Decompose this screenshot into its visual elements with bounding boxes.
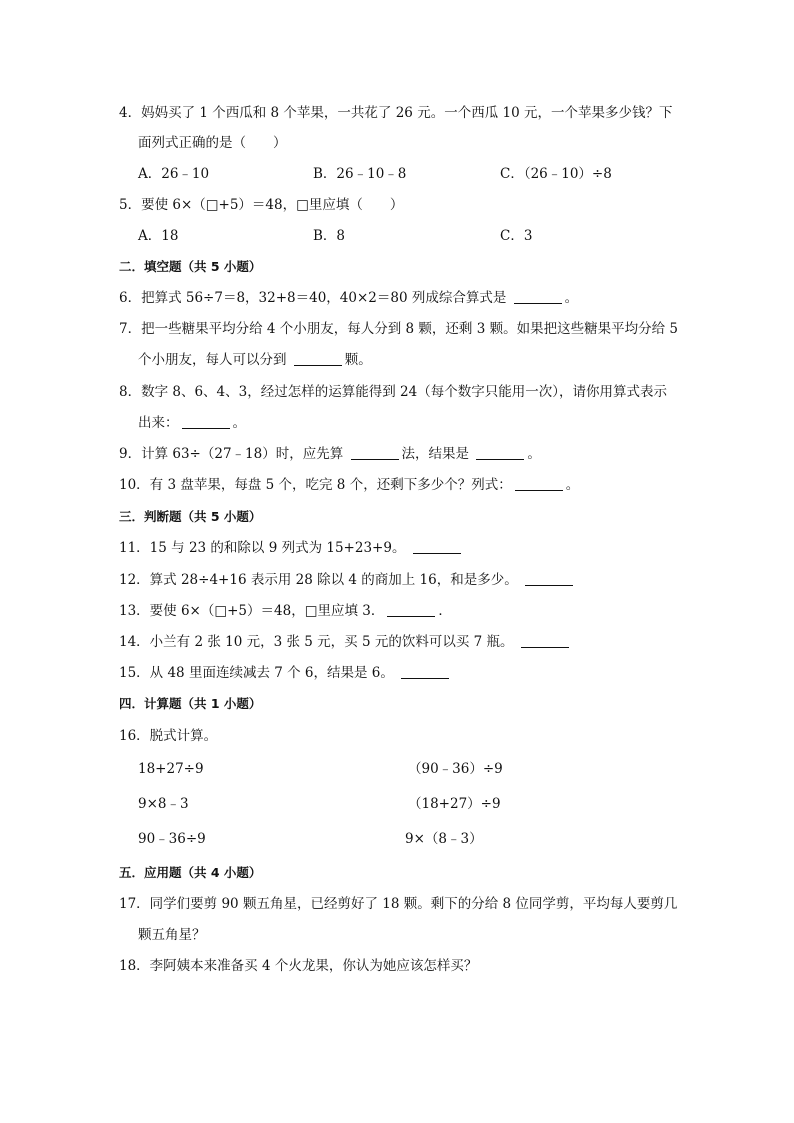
section-heading-calculation: 四．计算题（共 1 小题） xyxy=(119,696,262,711)
q12-text: 12．算式 28÷4+16 表示用 28 除以 4 的商加上 16，和是多少。 xyxy=(119,572,518,588)
q11-answer-blank[interactable] xyxy=(413,539,461,554)
q7-line2 xyxy=(138,351,372,369)
q15-line xyxy=(119,664,452,682)
q16-expr-4: （18+27）÷9 xyxy=(408,796,501,812)
q16-expr-2: （90﹣36）÷9 xyxy=(408,761,503,777)
q12-line xyxy=(119,571,576,589)
q5-line1: 5．要使 6×（□+5）＝48，□里应填（ ） xyxy=(119,197,404,213)
q6-line xyxy=(119,289,578,307)
q13-answer-blank[interactable] xyxy=(387,602,435,617)
q11-text: 11．15 与 23 的和除以 9 列式为 15+23+9。 xyxy=(119,540,406,556)
q8-line1: 8．数字 8、6、4、3，经过怎样的运算能得到 24（每个数字只能用一次），请你用算式表示 xyxy=(119,384,667,400)
q8-line2 xyxy=(138,414,246,432)
q16-expr-5: 90﹣36÷9 xyxy=(138,831,206,847)
q4-line2: 面列式正确的是（ ） xyxy=(138,135,287,151)
q17-line1: 17．同学们要剪 90 颗五角星，已经剪好了 18 颗。剩下的分给 8 位同学剪，平均每人要剪几 xyxy=(119,896,678,912)
q15-text: 15．从 48 里面连续减去 7 个 6，结果是 6。 xyxy=(119,665,394,681)
q7-answer-blank[interactable] xyxy=(294,351,342,366)
q4-line1: 4．妈妈买了 1 个西瓜和 8 个苹果，一共花了 26 元。一个西瓜 10 元，一个苹果多少钱？下 xyxy=(119,105,673,121)
q9-line xyxy=(119,445,541,463)
q13-line xyxy=(119,602,452,620)
q10-end: 。 xyxy=(565,477,580,493)
q9-text-a: 9．计算 63÷（27﹣18）时，应先算 xyxy=(119,446,344,462)
q8-end: 。 xyxy=(232,415,246,431)
q6-answer-blank[interactable] xyxy=(514,289,562,304)
q14-answer-blank[interactable] xyxy=(521,633,569,648)
q9-text-b: 法，结果是 xyxy=(401,446,470,462)
q15-answer-blank[interactable] xyxy=(401,664,449,679)
q9-text-c: 。 xyxy=(527,446,541,462)
q16-expr-3: 9×8﹣3 xyxy=(138,796,189,812)
q10-answer-blank[interactable] xyxy=(515,476,563,491)
q6-text: 6．把算式 56÷7＝8，32+8＝40，40×2＝80 列成综合算式是 xyxy=(119,290,507,306)
q5-option-c: C．3 xyxy=(500,228,533,244)
q10-line xyxy=(119,476,579,494)
q17-line2: 颗五角星？ xyxy=(138,927,206,943)
q11-line xyxy=(119,539,464,557)
q7-end: 颗。 xyxy=(344,352,372,368)
q5-option-b: B．8 xyxy=(313,228,346,244)
q16-title: 16．脱式计算。 xyxy=(119,728,218,744)
q8-text: 出来： xyxy=(138,415,179,431)
section-heading-true-false: 三．判断题（共 5 小题） xyxy=(119,509,262,524)
q14-line xyxy=(119,633,572,651)
q9-answer-blank-2[interactable] xyxy=(476,445,524,460)
section-heading-word-problems: 五．应用题（共 4 小题） xyxy=(119,865,262,880)
q7-text: 个小朋友，每人可以分到 xyxy=(138,352,287,368)
q18-line: 18．李阿姨本来准备买 4 个火龙果，你认为她应该怎样买？ xyxy=(119,958,478,974)
q12-answer-blank[interactable] xyxy=(525,571,573,586)
q16-expr-6: 9×（8﹣3） xyxy=(405,831,483,847)
q13-text: 13．要使 6×（□+5）＝48，□里应填 3． xyxy=(119,603,385,619)
q9-answer-blank-1[interactable] xyxy=(351,445,399,460)
q6-end: 。 xyxy=(564,290,579,306)
q10-text: 10．有 3 盘苹果，每盘 5 个，吃完 8 个，还剩下多少个？列式： xyxy=(119,477,512,493)
section-heading-fill-in: 二．填空题（共 5 小题） xyxy=(119,259,262,274)
q8-answer-blank[interactable] xyxy=(182,414,230,429)
q13-end: ． xyxy=(438,603,452,619)
q5-option-a: A．18 xyxy=(138,228,179,244)
q4-option-c: C．（26﹣10）÷8 xyxy=(500,166,612,182)
q4-option-b: B．26﹣10﹣8 xyxy=(313,166,407,182)
q4-option-a: A．26﹣10 xyxy=(138,166,210,182)
q7-line1: 7．把一些糖果平均分给 4 个小朋友，每人分到 8 颗，还剩 3 颗。如果把这些糖果平均分给 5 xyxy=(119,321,678,337)
q16-expr-1: 18+27÷9 xyxy=(138,761,204,777)
q14-text: 14．小兰有 2 张 10 元，3 张 5 元，买 5 元的饮料可以买 7 瓶。 xyxy=(119,634,514,650)
